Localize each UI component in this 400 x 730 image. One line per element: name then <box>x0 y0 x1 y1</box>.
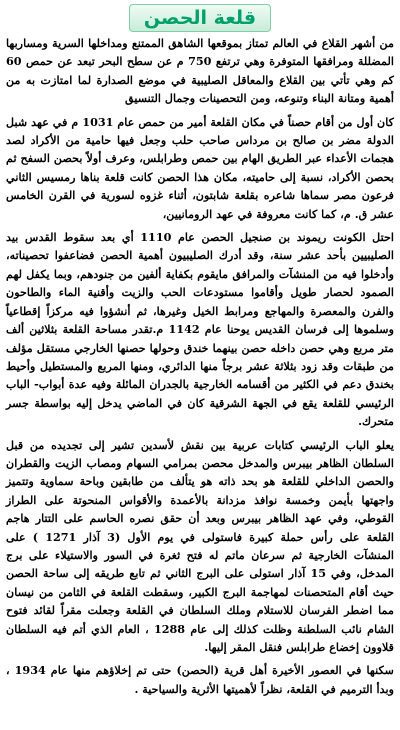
paragraph-crusaders: احتل الكونت ريموند بن صنجيل الحصن عام 1110 أي بعد سقوط القدس بيد الصليبيين بأحد عشر سنة، وقد أدرك الصليبيون أهمية الحصن فضاعفوا تحصيناته، وأدخلوا فيه من المنشآت والمرافق مايقوم بكفاية ألفين من جنودهم، وبما يكفل لهم الصمود لحصار طويل وأقاموا مستودعات الحب والزيت وأقنية الماء والطاحون والفرن والمعصرة والمهاجع ومرابط الخيل وغيرها، ثم أنشؤوا فيه مركزاً إقطاعياً وسلموها إلى فرسان القديس يوحنا عام 1142 م.تقدر مساحة القلعة بثلاثين ألف متر مربع وهي حصن داخله حصن بينهما خندق وحولها حصنها الخارجي مستقل مؤلف من طبقات وقد زود بثلاثة عشر برجاً منها الدائري، ومنها المربع والمستطيل وأحيط بخندق دعم في الكثير من أقسامه الخارجية بالجدران المائلة وفيه عدة أبواب- الباب الرئيسي للقلعة يقع في الجهة الشرقية كان في الماضي يدخل إليه بواسطة جسر متحرك. <box>6 230 395 429</box>
paragraph-restoration: سكنها في العصور الأخيرة أهل قرية (الحصن) حتى تم إخلاؤهم منها عام 1934 ، وبدأ الترميم في القلعة، نظراً لأهميتها الأثرية والسياحية . <box>6 663 394 696</box>
article-title: قلعة الحصن <box>129 4 271 32</box>
paragraph-baybars: يعلو الباب الرئيسي كتابات عربية بين نقش لأسدين تشير إلى تجديده من قبل السلطان الظاهر بيبرس والمدخل محصن بمرامي السهام ومصاب الزيت والقطران والحصن الداخلي للقلعة هو بحد ذاته هو يتألف من طابقين وباحة سماوية وتتميز واجهتها بأيمن وخمسة نوافذ مزدانة بالأعمدة والأقواس المنحوتة على الطراز القوطي، وفي عهد الظاهر بيبرس وبعد أن حقق نصره الحاسم على التتار هاجم القلعة على رأس حملة كبيرة فاستولى في يوم الأول (3 آذار 1271 ) على المنشآت الخارجية ثم سرعان ماتم له فتح ثغرة في السور والاستيلاء على برج المدخل، وفي 15 آذار استولى على البرج الثاني ثم تابع طريقه إلى ساحة الحصن حيث أقام المتحصنات لمهاجمة البرج الكبير، وسقطت القلعة في الثامن من نيسان مما اضطر الفرسان للاستلام وملك السلطان في القلعة وجعلت مقراً لقائد فتوح الشام نائب السلطنة وظلت كذلك إلى عام 1288 ، العام الذي أتم فيه السلطان قلاوون إخضاع طرابلس فنقل المقر إليها. <box>6 437 394 654</box>
paragraph-intro: من أشهر القلاع في العالم تمتاز بموقعها الشاهق الممتنع ومداخلها السرية ومساربها المضللة ومرافقها المتوفرة وهي ترتفع 750 م عن سطح البحر تبعد عن حمص 60 كم وهي تأتي بين القلاع والمعاقل الصليبية في موضع الصدارة لما امتازت به من أهمية ومتانة البناء وتنوعه، ومن التحصينات وجمال التنسيق <box>6 36 394 106</box>
paragraph-origin: كان أول من أقام حصناً في مكان القلعة أمير من حمص عام 1031 م في عهد شبل الدولة مضر بن صالح بن مرداس صاحب حلب وجعل فيها حامية من الأكراد لصد هجمات الأعداء عبر الطريق الهام بين حمص وطرابلس، وعرف أولاً بحصن السفح ثم بحصن الأكراد، نسبة إلى حاميته، مكان هذا الحصن كانت قلعة بناها رمسيس الثاني فرعون مصر سماها شاعره بقلعة شابتون، أثناء غزوه لسورية في القرن الخامس عشر ق. م، كما كانت معروفة في عهد الرومانيين، <box>6 114 394 221</box>
title-banner <box>6 4 394 34</box>
